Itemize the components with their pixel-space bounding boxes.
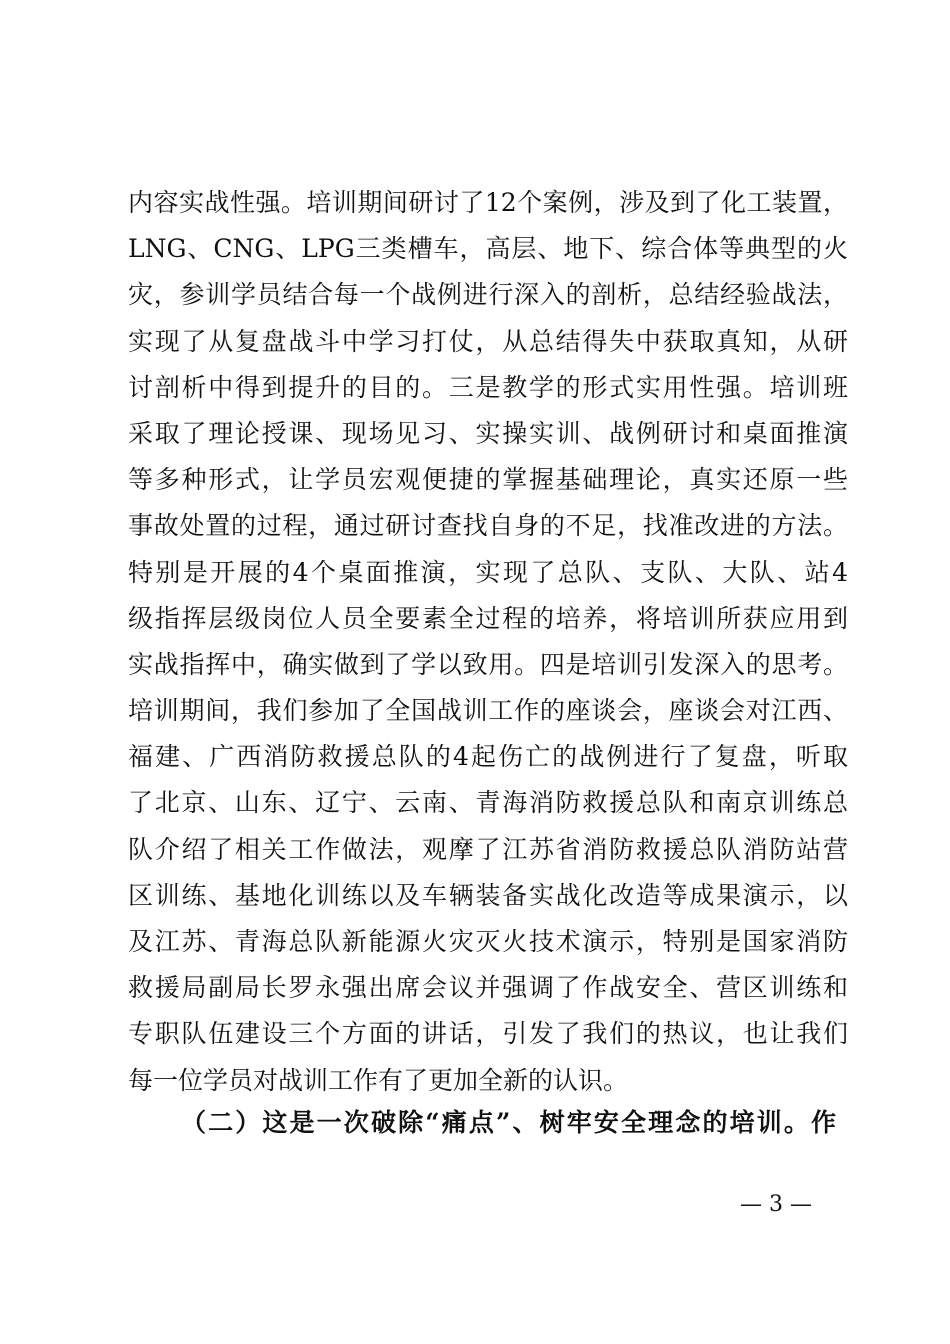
paragraph-line-2: LNG、CNG、LPG三类槽车，高层、地下、综合体等典型的火 xyxy=(128,234,848,264)
paragraph-line-6: 采取了理论授课、现场见习、实操实训、战例研讨和桌面推演 xyxy=(128,418,848,448)
paragraph-line-8: 事故处置的过程，通过研讨查找自身的不足，找准改进的方法。 xyxy=(128,511,848,541)
paragraph-line-11: 实战指挥中，确实做到了学以致用。四是培训引发深入的思考。 xyxy=(128,649,848,679)
paragraph-line-15: 队介绍了相关工作做法，观摩了江苏省消防救援总队消防站营 xyxy=(128,834,848,864)
paragraph-line-20: 每一位学员对战训工作有了更加全新的认识。 xyxy=(128,1065,629,1095)
paragraph-line-19: 专职队伍建设三个方面的讲话，引发了我们的热议，也让我们 xyxy=(128,1019,848,1049)
paragraph-line-1: 内容实战性强。培训期间研讨了12个案例，涉及到了化工装置， xyxy=(128,188,848,217)
paragraph-line-4: 实现了从复盘战斗中学习打仗，从总结得失中获取真知，从研 xyxy=(128,326,848,356)
paragraph-line-13: 福建、广西消防救援总队的4起伤亡的战例进行了复盘，听取 xyxy=(128,742,848,772)
paragraph-line-9: 特别是开展的4个桌面推演，实现了总队、支队、大队、站4 xyxy=(128,557,848,587)
paragraph-line-16: 区训练、基地化训练以及车辆装备实战化改造等成果演示，以 xyxy=(128,880,848,910)
paragraph-line-12: 培训期间，我们参加了全国战训工作的座谈会，座谈会对江西、 xyxy=(128,696,848,726)
page-number: — 3 — xyxy=(740,1192,812,1217)
paragraph-line-5: 讨剖析中得到提升的目的。三是教学的形式实用性强。培训班 xyxy=(128,372,848,402)
paragraph-line-14: 了北京、山东、辽宁、云南、青海消防救援总队和南京训练总 xyxy=(128,788,848,818)
paragraph-line-7: 等多种形式，让学员宏观便捷的掌握基础理论，真实还原一些 xyxy=(128,465,848,495)
paragraph-line-17: 及江苏、青海总队新能源火灾灭火技术演示，特别是国家消防 xyxy=(128,927,848,956)
paragraph-line-18: 救援局副局长罗永强出席会议并强调了作战安全、营区训练和 xyxy=(128,973,848,1003)
section-heading: （二）这是一次破除“痛点”、树牢安全理念的培训。作 xyxy=(181,1108,836,1137)
body-paragraph xyxy=(128,180,848,1104)
paragraph-line-3: 灾，参训学员结合每一个战例进行深入的剖析，总结经验战法， xyxy=(128,280,848,310)
paragraph-line-10: 级指挥层级岗位人员全要素全过程的培养，将培训所获应用到 xyxy=(128,603,848,633)
